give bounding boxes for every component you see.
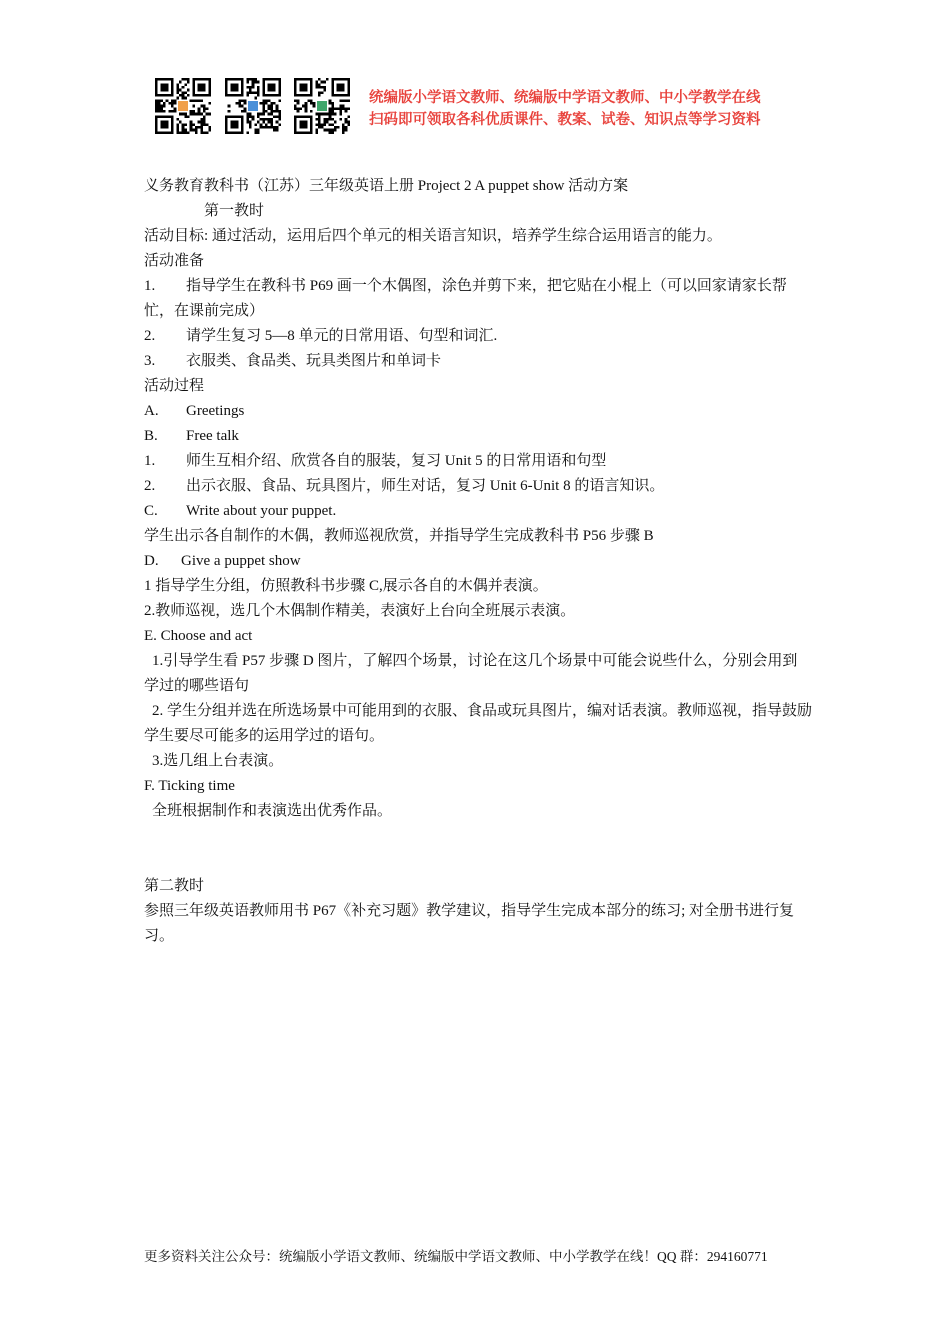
prep-item [144, 349, 812, 374]
step-d-item: 1 指导学生分组，仿照教科书步骤 C,展示各自的木偶并表演。 [144, 578, 548, 594]
step-e-item: 1.引导学生看 P57 步骤 D 图片，了解四个场景，讨论在这几个场景中可能会说些什么，分别会用到学过的哪些语句 [144, 653, 798, 694]
qr-code-icon[interactable] [294, 78, 350, 134]
item-text: 指导学生在教科书 P69 画一个木偶图，涂色并剪下来，把它贴在小棍上（可以回家请家长帮忙，在课前完成） [144, 278, 787, 319]
step-b-item [144, 474, 812, 499]
lesson-2-desc: 参照三年级英语教师用书 P67《补充习题》教学建议，指导学生完成本部分的练习; 对全册书进行复习。 [144, 903, 795, 944]
prep-item [144, 324, 812, 349]
item-number: 2. [144, 328, 156, 344]
document-body [144, 174, 812, 949]
prep-heading: 活动准备 [144, 253, 205, 269]
step-title: Free talk [186, 428, 239, 444]
step-d [144, 549, 812, 574]
item-number: 1. [144, 278, 156, 294]
step-e-item: 3.选几组上台表演。 [152, 753, 284, 769]
item-number: 3. [144, 353, 156, 369]
process-heading: 活动过程 [144, 378, 205, 394]
page-footer: 更多资料关注公众号：统编版小学语文教师、统编版中学语文教师、中小学教学在线！QQ 群：294160771 [144, 1249, 768, 1264]
lesson-2-heading: 第二教时 [144, 878, 205, 894]
step-title: Give a puppet show [181, 553, 301, 569]
document-title: 义务教育教科书（江苏）三年级英语上册 Project 2 A puppet show 活动方案 [144, 178, 629, 194]
item-text: 衣服类、食品类、玩具类图片和单词卡 [186, 353, 442, 369]
step-e-heading: E. Choose and act [144, 628, 253, 644]
item-number: 2. [144, 478, 156, 494]
step-a [144, 399, 812, 424]
step-c [144, 499, 812, 524]
prep-item [144, 274, 812, 324]
item-text: 出示衣服、食品、玩具图片，师生对话，复习 Unit 6-Unit 8 的语言知识。 [186, 478, 665, 494]
step-f-heading: F. Ticking time [144, 778, 235, 794]
item-number: 1. [144, 453, 156, 469]
activity-goal: 活动目标: 通过活动，运用后四个单元的相关语言知识，培养学生综合运用语言的能力。 [144, 228, 722, 244]
lesson-1-heading: 第一教时 [204, 203, 265, 219]
promo-line-1: 统编版小学语文教师、统编版中学语文教师、中小学教学在线 [369, 90, 761, 106]
item-text: 师生互相介绍、欣赏各自的服装，复习 Unit 5 的日常用语和句型 [186, 453, 607, 469]
promo-text [369, 87, 809, 131]
step-b-item [144, 449, 812, 474]
qr-code-icon[interactable] [155, 78, 211, 134]
step-f-desc: 全班根据制作和表演选出优秀作品。 [152, 803, 393, 819]
step-d-item: 2.教师巡视，选几个木偶制作精美，表演好上台向全班展示表演。 [144, 603, 576, 619]
promo-line-2: 扫码即可领取各科优质课件、教案、试卷、知识点等学习资料 [369, 112, 761, 128]
step-title: Write about your puppet. [186, 503, 337, 519]
step-e-item: 2. 学生分组并选在所选场景中可能用到的衣服、食品或玩具图片，编对话表演。教师巡视，指导鼓励学生要尽可能多的运用学过的语句。 [144, 703, 813, 744]
step-label: C. [144, 503, 158, 519]
item-text: 请学生复习 5—8 单元的日常用语、句型和词汇. [186, 328, 498, 344]
step-title: Greetings [186, 403, 245, 419]
step-label: A. [144, 403, 159, 419]
step-c-desc: 学生出示各自制作的木偶，教师巡视欣赏，并指导学生完成教科书 P56 步骤 B [144, 528, 654, 544]
step-b [144, 424, 812, 449]
step-label: B. [144, 428, 158, 444]
step-label: D. [144, 553, 159, 569]
qr-code-icon[interactable] [225, 78, 281, 134]
